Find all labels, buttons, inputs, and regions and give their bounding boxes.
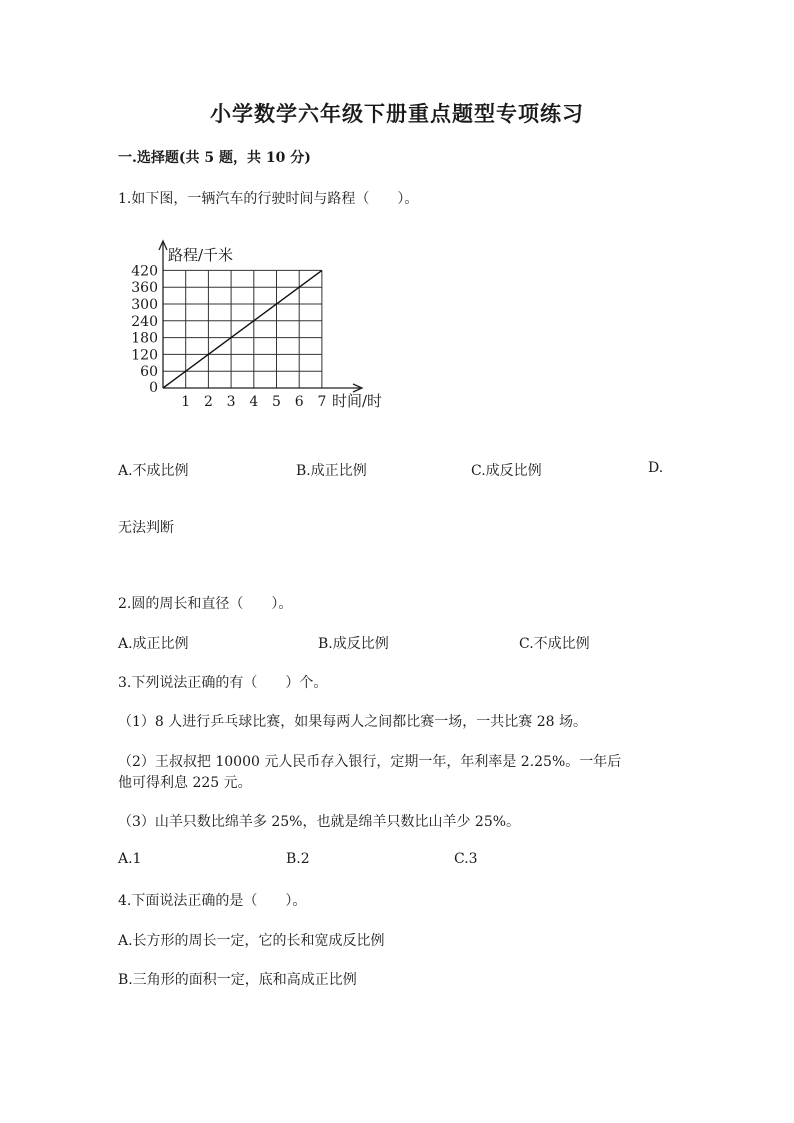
distance-time-chart xyxy=(118,238,408,418)
q1-option-c[interactable]: C.成反比例 xyxy=(471,463,542,479)
chart-x-tick-label: 6 xyxy=(294,394,304,410)
q4-option-a[interactable]: A.长方形的周长一定，它的长和宽成反比例 xyxy=(118,933,385,949)
chart-y-tick-label: 360 xyxy=(131,280,158,297)
q3-option-c[interactable]: C.3 xyxy=(454,851,478,867)
q2-option-a[interactable]: A.成正比例 xyxy=(118,636,189,652)
question-2-stem: 2.圆的周长和直径（ ）。 xyxy=(118,596,293,612)
chart-ylabel: 路程/千米 xyxy=(168,246,234,264)
chart-y-tick-label: 300 xyxy=(131,297,158,313)
q3-statement-1: （1）8 人进行乒乓球比赛，如果每两人之间都比赛一场，一共比赛 28 场。 xyxy=(118,714,587,730)
chart-series-line xyxy=(163,270,322,388)
chart-svg xyxy=(118,238,408,418)
chart-x-tick-label: 7 xyxy=(317,394,327,410)
q3-statement-3: （3）山羊只数比绵羊多 25%，也就是绵羊只数比山羊少 25%。 xyxy=(118,814,521,830)
q3-statement-2-cont: 他可得利息 225 元。 xyxy=(118,775,252,791)
chart-y-tick-label: 0 xyxy=(149,380,158,396)
page-title: 小学数学六年级下册重点题型专项练习 xyxy=(210,101,584,126)
q3-option-b[interactable]: B.2 xyxy=(286,851,310,867)
chart-y-tick-label: 180 xyxy=(131,330,158,347)
chart-y-tick-label: 120 xyxy=(131,347,158,364)
chart-xlabel: 时间/时 xyxy=(332,392,383,410)
chart-y-tick-label: 240 xyxy=(131,313,158,330)
chart-x-tick-label: 3 xyxy=(226,394,236,410)
chart-x-tick-label: 2 xyxy=(203,394,213,410)
question-3-stem: 3.下列说法正确的有（ ）个。 xyxy=(118,675,328,691)
q1-option-b[interactable]: B.成正比例 xyxy=(296,463,367,479)
q2-option-c[interactable]: C.不成比例 xyxy=(519,636,590,652)
q1-option-a[interactable]: A.不成比例 xyxy=(118,463,189,479)
q2-option-b[interactable]: B.成反比例 xyxy=(318,636,389,652)
q1-option-d-text[interactable]: 无法判断 xyxy=(118,520,174,536)
q3-statement-2: （2）王叔叔把 10000 元人民币存入银行，定期一年，年利率是 2.25%。一年后 xyxy=(118,754,622,770)
question-1-stem: 1.如下图，一辆汽车的行驶时间与路程（ ）。 xyxy=(118,191,419,207)
chart-series xyxy=(163,270,322,388)
chart-x-tick-label: 4 xyxy=(249,394,259,410)
question-4-stem: 4.下面说法正确的是（ ）。 xyxy=(118,893,307,909)
q1-option-d[interactable]: D. xyxy=(648,460,664,476)
q3-option-a[interactable]: A.1 xyxy=(118,851,142,867)
q4-option-b[interactable]: B.三角形的面积一定，底和高成正比例 xyxy=(118,972,357,988)
chart-x-tick-label: 5 xyxy=(272,394,281,410)
chart-y-tick-label: 60 xyxy=(140,364,158,381)
chart-y-tick-label: 420 xyxy=(131,263,158,280)
chart-x-tick-label: 1 xyxy=(181,394,191,410)
section-heading: 一.选择题(共 5 题，共 10 分) xyxy=(118,150,311,166)
